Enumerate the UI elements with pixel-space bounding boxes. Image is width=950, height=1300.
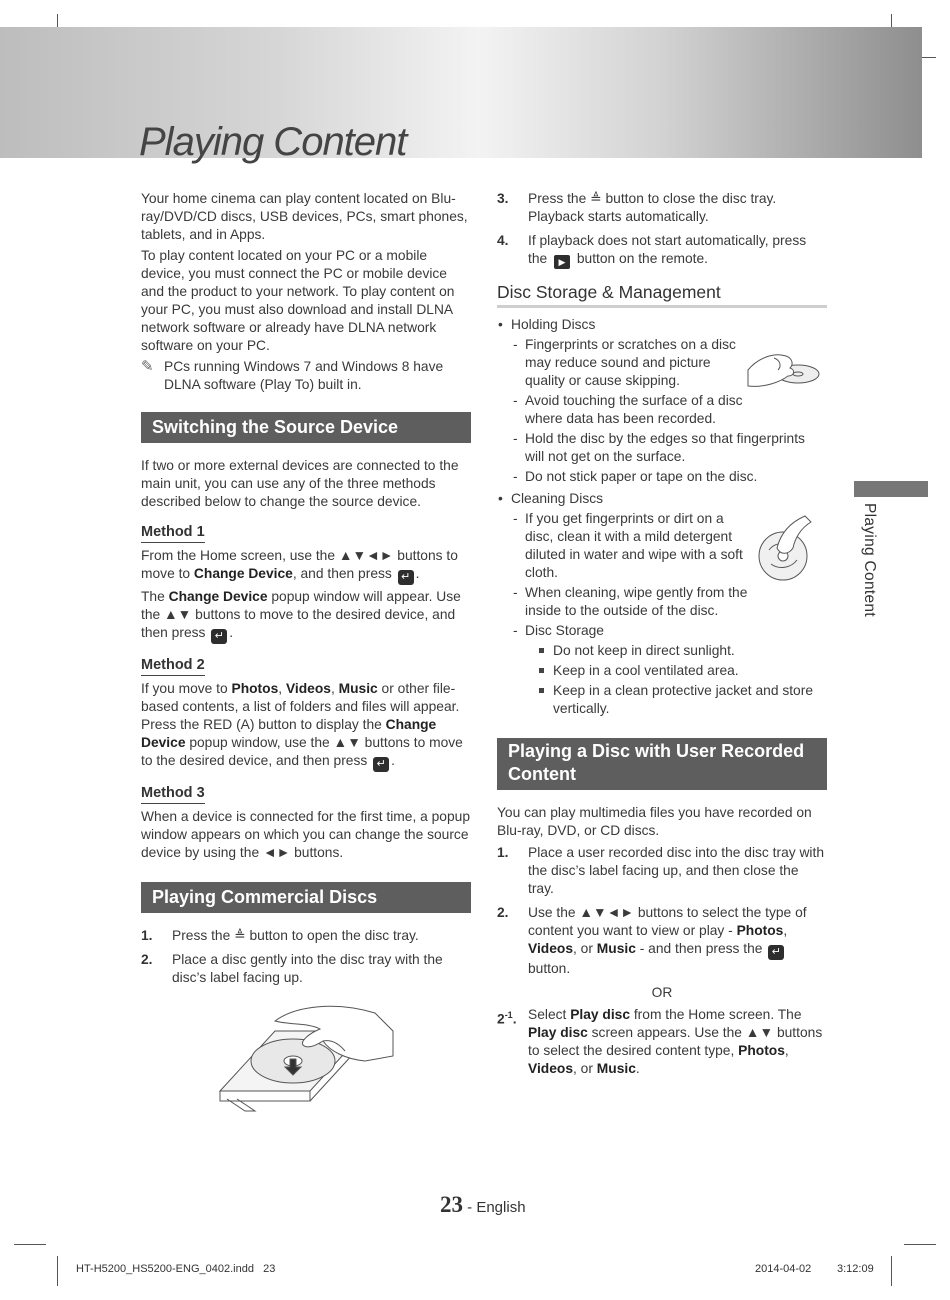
method-3-paragraph: When a device is connected for the first time, a popup window appears on which you can change the source device by using the ◄► buttons. — [141, 809, 471, 860]
crop-mark — [57, 1256, 58, 1286]
step-item — [497, 844, 827, 898]
step-text: from the Home screen. The — [630, 1007, 802, 1022]
dash-mark: - — [513, 337, 518, 352]
step-number-sup: -1 — [504, 1010, 513, 1020]
text: popup window, use the ▲▼ buttons to move to the desired device, and then press — [141, 735, 463, 768]
step-number: 4. — [497, 233, 509, 248]
step-item — [497, 232, 827, 269]
page-number: 23 — [440, 1192, 463, 1217]
step-item: $2^{-1}$. Select Play disc from the Home screen. The Play disc screen appears. Use the ▲▼ buttons to select the desired content type, Photos, Videos, or Music. — [497, 1007, 823, 1076]
step-text: Press the ≜ button to open the disc tray. — [172, 928, 419, 943]
bullet-text: Holding Discs — [511, 317, 596, 332]
step-text: Place a user recorded disc into the disc tray with the disc’s label facing up, and then close the tray. — [528, 845, 825, 896]
step-text: Place a disc gently into the disc tray with the disc’s label facing up. — [172, 952, 443, 985]
step-number: 1. — [141, 928, 153, 943]
crop-mark — [904, 1244, 936, 1245]
bold-term: Change Device — [141, 717, 437, 750]
dash-mark: - — [513, 585, 518, 600]
method-2-heading: Method 2 — [141, 656, 205, 676]
dash-text: Fingerprints or scratches on a disc may reduce sound and picture quality or cause skipping. — [525, 337, 736, 388]
enter-button-icon: ↵ — [211, 629, 227, 644]
text: , and then press — [292, 566, 396, 581]
step-number: 1. — [497, 845, 509, 860]
bold-term: Music — [338, 681, 378, 696]
dash-item — [497, 510, 755, 582]
dash-item — [497, 584, 777, 620]
bullet-text: Cleaning Discs — [511, 491, 604, 506]
disc-storage-heading: Disc Storage & Management — [497, 283, 827, 308]
text: popup window will appear. Use the ▲▼ buttons to move to the desired device, and then press — [141, 589, 461, 640]
section-intro: You can play multimedia files you have recorded on Blu-ray, DVD, or CD discs. — [497, 805, 812, 838]
method-2-paragraph: If you move to Photos, Videos, Music or other file-based contents, a list of folders and files will appear. Press the RED (A) button to display the Change Device popup window, use the ▲▼ buttons to move to the desired device, and then press ↵ . — [141, 681, 463, 770]
dash-text: When cleaning, wipe gently from the inside to the outside of the disc. — [525, 585, 748, 618]
disc-tray-illustration — [215, 1001, 471, 1116]
bold-term: Videos — [528, 1061, 573, 1076]
step-text: button on the remote. — [573, 251, 709, 266]
dash-mark: - — [513, 469, 518, 484]
section-intro: If two or more external devices are connected to the main unit, you can use any of the three methods described below to change the source device. — [141, 458, 459, 509]
section-heading-commercial-discs: Playing Commercial Discs — [141, 882, 471, 913]
step-text: button. — [528, 961, 571, 976]
step-item — [141, 951, 471, 987]
hand-cleaning-disc-illustration — [755, 512, 815, 584]
section-heading-user-recorded: Playing a Disc with User Recorded Content — [497, 738, 827, 790]
bold-term: Play disc — [528, 1025, 588, 1040]
page-language: - English — [467, 1199, 526, 1216]
step-text: If playback does not start automatically, press the — [528, 233, 807, 266]
square-bullet-item — [497, 682, 827, 718]
pencil-note-icon: ✎ — [141, 358, 154, 375]
crop-mark — [14, 1244, 46, 1245]
or-separator: OR — [651, 985, 673, 1000]
square-bullet-text: Do not keep in direct sunlight. — [553, 643, 735, 658]
dash-item — [497, 430, 827, 466]
text: or other file-based contents, a list of folders and files will appear. Press the RED (A) button to display the — [141, 681, 460, 732]
dash-item — [497, 336, 745, 390]
page-number-footer — [440, 1192, 526, 1218]
square-bullet-item — [497, 662, 827, 680]
enter-button-icon: ↵ — [768, 945, 784, 960]
intro-paragraph: To play content located on your PC or a mobile device, you must connect the PC or mobile device and the product to your network. To play content on your PC, you must also download and install DLNA network software or already have DLNA network software on your PC. — [141, 248, 455, 353]
dash-text: Do not stick paper or tape on the disc. — [525, 469, 758, 484]
page-title: Playing Content — [139, 120, 407, 164]
bold-term: Change Device — [193, 566, 293, 581]
dash-mark: - — [513, 393, 518, 408]
step-item: 2. Use the ▲▼◄► buttons to select the type of content you want to view or play - Photos, Videos, or Music - and then press the ↵ button. — [497, 905, 807, 976]
enter-button-icon: ↵ — [398, 570, 414, 585]
square-bullet — [539, 648, 544, 653]
step-text: Use the ▲▼◄► buttons to select the type of content you want to view or play - — [528, 905, 807, 938]
note — [141, 358, 471, 394]
step-number-main: 2 — [497, 1011, 505, 1027]
left-column — [141, 190, 471, 1116]
enter-button-icon: ↵ — [373, 757, 389, 772]
bold-term: Change Device — [168, 589, 268, 604]
right-column — [497, 190, 827, 1084]
side-tab-marker — [854, 481, 928, 497]
step-text: screen appears. Use the ▲▼ buttons to select the desired content type, — [528, 1025, 823, 1058]
step-number: 2. — [141, 952, 153, 967]
dash-mark: - — [513, 431, 518, 446]
dash-text: Avoid touching the surface of a disc where data has been recorded. — [525, 393, 743, 426]
print-time: 3:12:09 — [837, 1263, 874, 1275]
bullet-dot: • — [498, 317, 503, 332]
bold-term: Photos — [738, 1043, 785, 1058]
print-date: 2014-04-02 — [755, 1263, 812, 1275]
crop-mark — [891, 1256, 892, 1286]
dash-text: If you get fingerprints or dirt on a disc, clean it with a mild detergent diluted in water and wipe with a soft cloth. — [525, 511, 743, 580]
square-bullet-item — [497, 642, 827, 660]
dash-mark: - — [513, 623, 518, 638]
print-file-name: HT-H5200_HS5200-ENG_0402.indd 23 — [76, 1263, 276, 1275]
bold-term: Music — [596, 941, 636, 956]
bullet-item — [497, 316, 827, 334]
bullet-item — [497, 490, 827, 508]
hand-holding-disc-illustration — [744, 348, 822, 392]
text: If you move to — [141, 681, 232, 696]
square-bullet-text: Keep in a cool ventilated area. — [553, 663, 739, 678]
step-item — [497, 190, 827, 226]
step-text: - and then press the — [635, 941, 767, 956]
step-item — [141, 927, 471, 945]
intro-paragraph: Your home cinema can play content located on Blu-ray/DVD/CD discs, USB devices, PCs, smart phones, tablets, and in Apps. — [141, 191, 468, 242]
bold-term: Play disc — [570, 1007, 631, 1022]
section-heading-switching-source: Switching the Source Device — [141, 412, 471, 443]
dash-text: Hold the disc by the edges so that fingerprints will not get on the surface. — [525, 431, 805, 464]
text: The — [141, 589, 169, 604]
square-bullet — [539, 688, 544, 693]
bold-term: Photos — [736, 923, 784, 938]
method-3-heading: Method 3 — [141, 784, 205, 804]
step-number: $2^{-1}$. — [497, 1010, 517, 1027]
method-1-paragraph: From the Home screen, use the ▲▼◄► buttons to move to Change Device, and then press ↵ . — [141, 548, 458, 583]
note-text: PCs running Windows 7 and Windows 8 have DLNA software (Play To) built in. — [164, 359, 444, 392]
bold-term: Videos — [528, 941, 573, 956]
method-1-heading: Method 1 — [141, 523, 205, 543]
step-text: Select — [528, 1007, 571, 1022]
text: From the Home screen, use the ▲▼◄► buttons to move to — [141, 548, 458, 581]
dash-mark: - — [513, 511, 518, 526]
method-1-paragraph: The Change Device popup window will appear. Use the ▲▼ buttons to move to the desired device, and then press ↵ . — [141, 589, 461, 642]
bullet-dot: • — [498, 491, 503, 506]
step-number: 2. — [497, 905, 509, 920]
bold-term: Videos — [285, 681, 331, 696]
side-tab-label: Playing Content — [861, 503, 878, 617]
dash-item — [497, 622, 827, 640]
dash-item — [497, 392, 777, 428]
bold-term: Photos — [231, 681, 279, 696]
square-bullet — [539, 668, 544, 673]
step-text: Press the ≜ button to close the disc tray. Playback starts automatically. — [528, 191, 777, 224]
step-number: 3. — [497, 191, 509, 206]
bold-term: Music — [596, 1061, 636, 1076]
dash-item — [497, 468, 827, 486]
dash-text: Disc Storage — [525, 623, 604, 638]
play-button-icon: ▶ — [554, 255, 570, 269]
square-bullet-text: Keep in a clean protective jacket and store vertically. — [553, 683, 813, 716]
